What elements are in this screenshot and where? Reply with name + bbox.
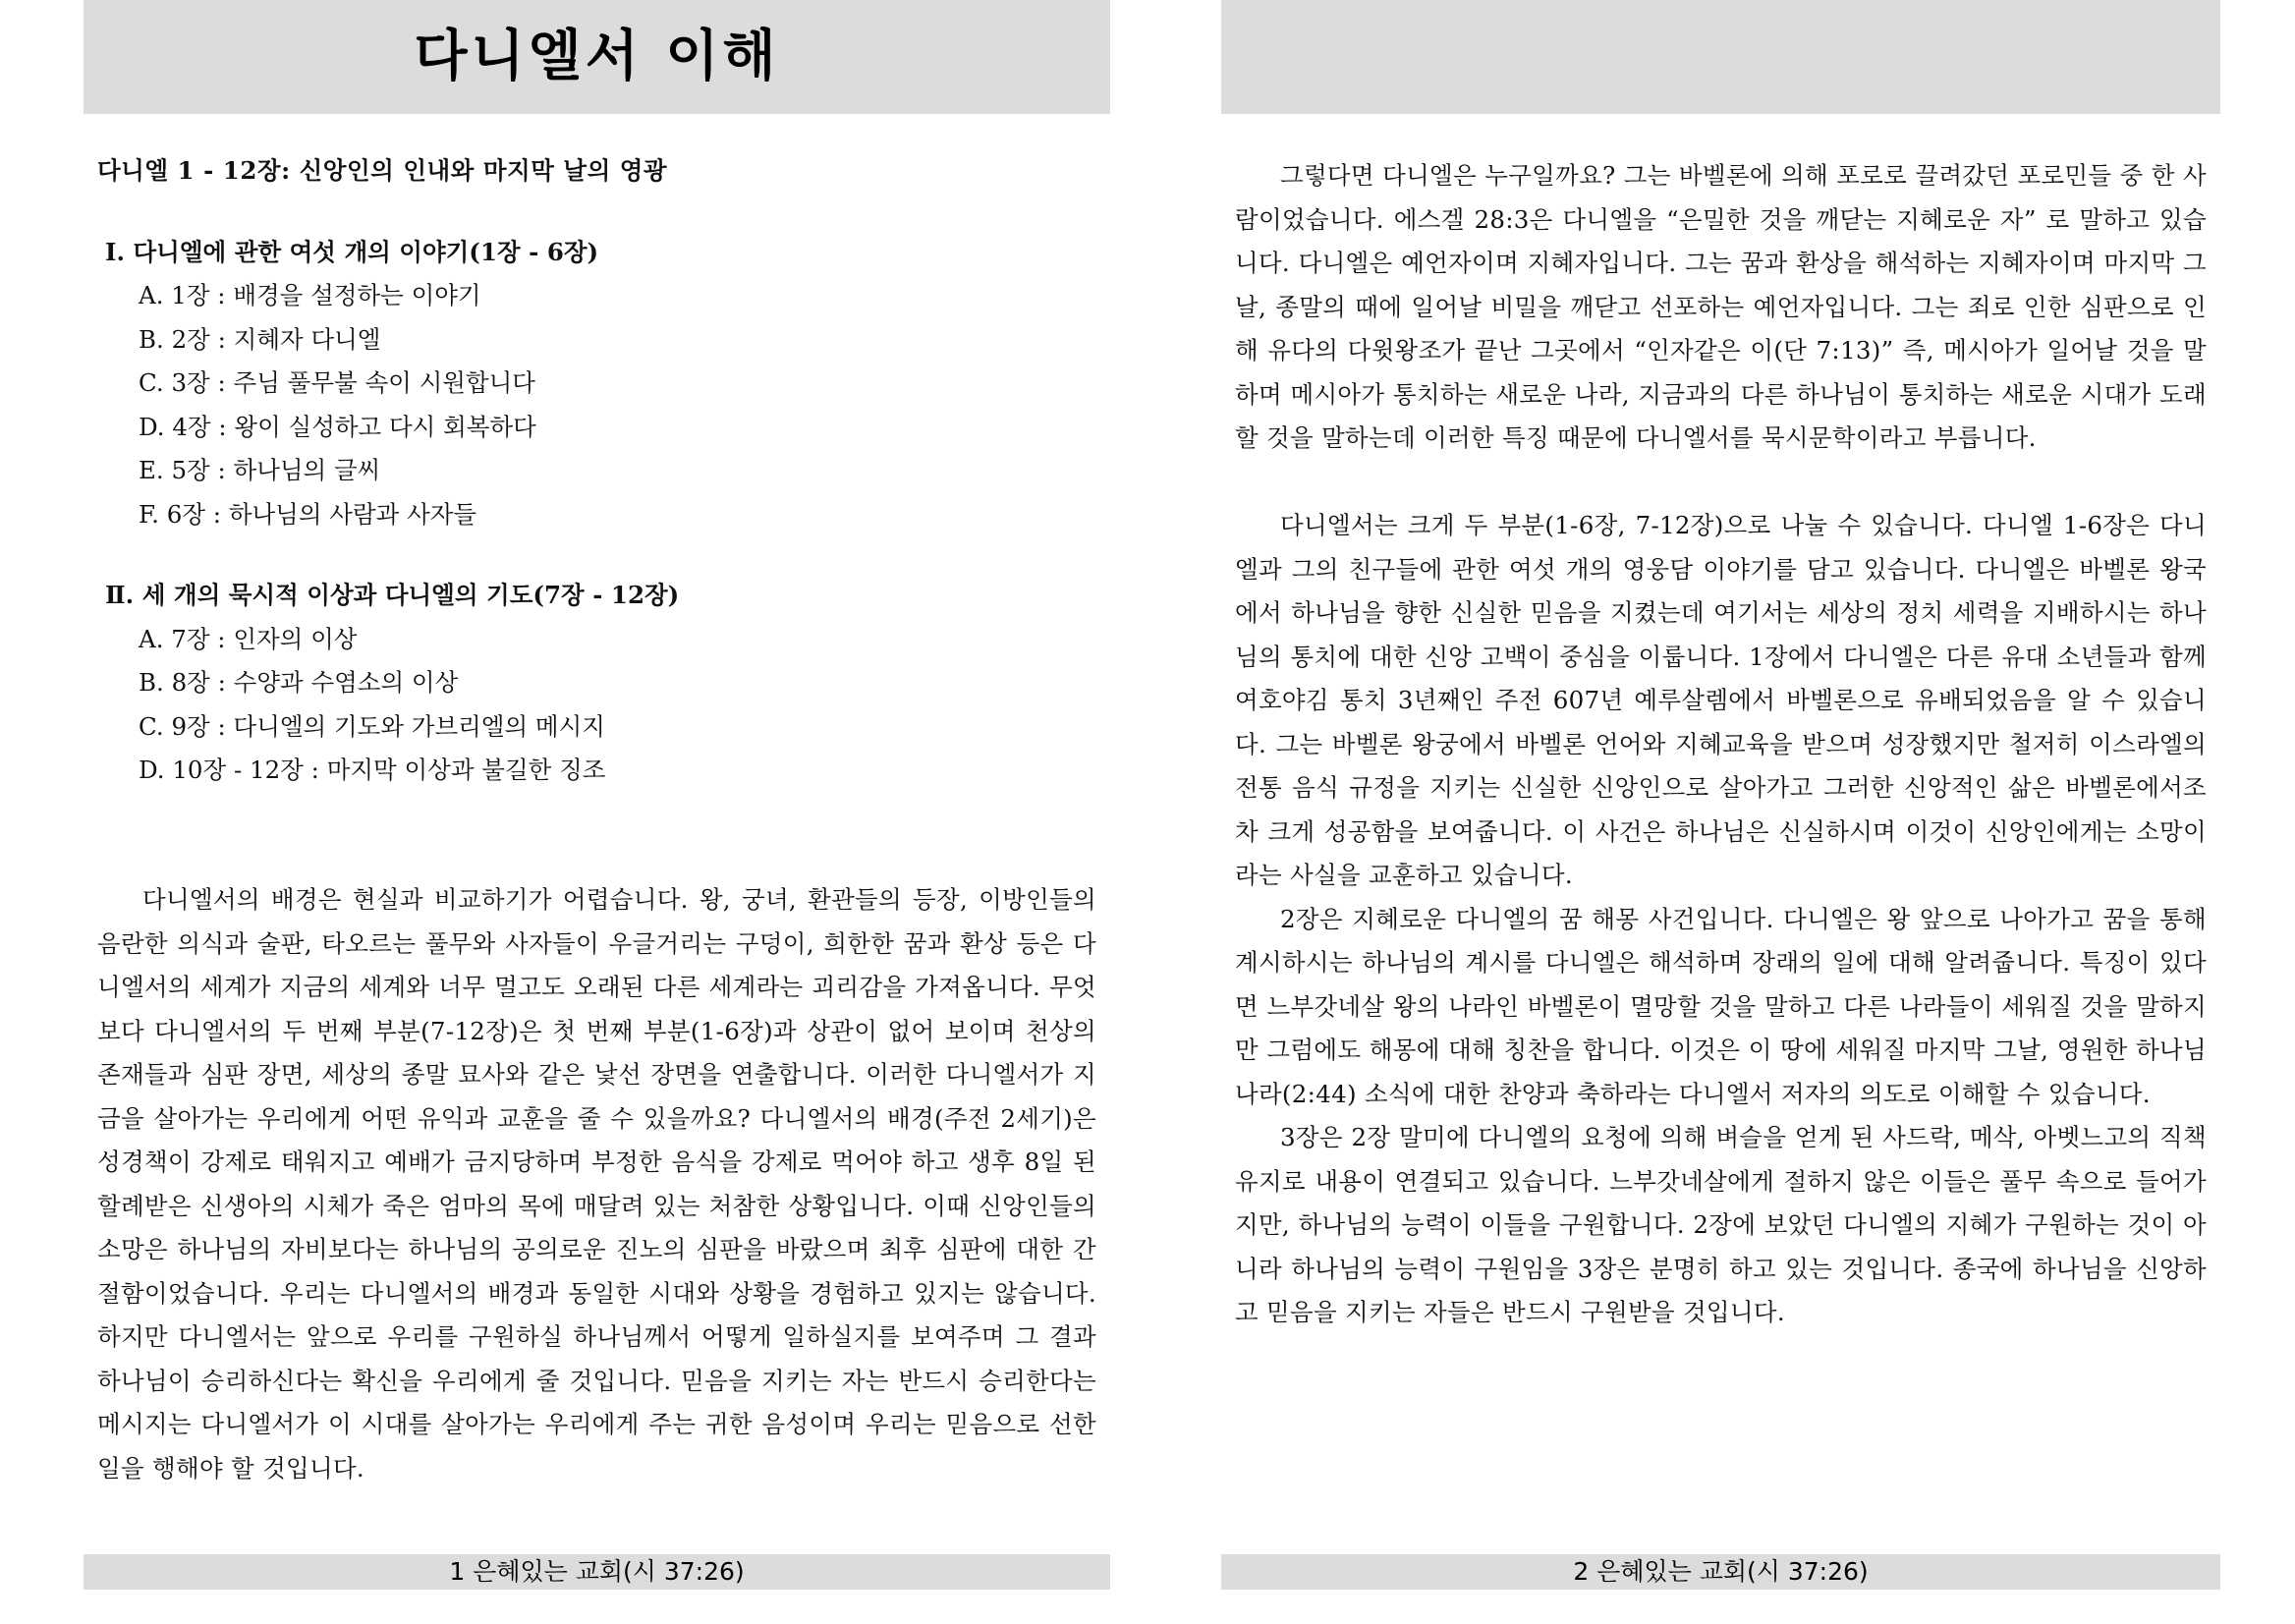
outline-item: A. 7장 : 인자의 이상 — [139, 624, 358, 653]
outline-item: F. 6장 : 하나님의 사람과 사자들 — [139, 499, 477, 529]
body-paragraph: 다니엘서의 배경은 현실과 비교하기가 어렵습니다. 왕, 궁녀, 환관들의 등장, 이방인들의 음란한 의식과 술판, 타오르는 풀무와 사자들이 우글거리는 구덩이, 희한한 꿈과 환상 등은 다니엘서의 세계가 지금의 세계와 너무 멀고도 오래된 다른 세계라는 괴리감을 가져옵니다. 무엇보다 다니엘서의 두 번째 부분(7-12장)은 첫 번째 부분(1-6장)과 상관이 없어 보이며 천상의 존재들과 심판 장면, 세상의 종말 묘사와 같은 낯선 장면을 연출합니다. 이러한 다니엘서가 지금을 살아가는 우리에게 어떤 유익과 교훈을 줄 수 있을까요? 다니엘서의 배경(주전 2세기)은 성경책이 강제로 태워지고 예배가 금지당하며 부정한 음식을 강제로 먹어야 하고 생후 8일 된 할례받은 신생아의 시체가 죽은 엄마의 목에 매달려 있는 처참한 상황입니다. 이때 신앙인들의 소망은 하나님의 자비보다는 하나님의 공의로운 진노의 심판을 바랐으며 최후 심판에 대한 간절함이었습니다. 우리는 다니엘서의 배경과 동일한 시대와 상황을 경험하고 있지는 않습니다. 하지만 다니엘서는 앞으로 우리를 구원하실 하나님께서 어떻게 일하실지를 보여주며 그 결과 하나님이 승리하신다는 확신을 우리에게 줄 것입니다. 믿음을 지키는 자는 반드시 승리한다는 메시지는 다니엘서가 이 시대를 살아가는 우리에게 주는 귀한 음성이며 우리는 믿음으로 선한 일을 행해야 할 것입니다. — [97, 885, 1096, 1483]
outline-block — [97, 149, 1096, 793]
outline-section-1 — [97, 231, 1096, 537]
document-subtitle: 다니엘 1 - 12장: 신앙인의 인내와 마지막 날의 영광 — [97, 156, 668, 185]
right-header-band — [1221, 0, 2220, 114]
outline-item: A. 1장 : 배경을 설정하는 이야기 — [139, 281, 481, 309]
outline-item: E. 5장 : 하나님의 글씨 — [139, 456, 381, 484]
outline-section-2 — [97, 574, 1096, 793]
body-paragraph: 그렇다면 다니엘은 누구일까요? 그는 바벨론에 의해 포로로 끌려갔던 포로민들 중 한 사람이었습니다. 에스겔 28:3은 다니엘을 “은밀한 것을 깨닫는 지혜로운 자” 로 말하고 있습니다. 다니엘은 예언자이며 지혜자입니다. 그는 꿈과 환상을 해석하는 지혜자이며 마지막 그날, 종말의 때에 일어날 비밀을 깨닫고 선포하는 예언자입니다. 그는 죄로 인한 심판으로 인해 유다의 다윗왕조가 끝난 그곳에서 “인자같은 이(단 7:13)” 즉, 메시아가 일어날 것을 말하며 메시아가 통치하는 새로운 나라, 지금과의 다른 하나님이 통치하는 새로운 시대가 도래할 것을 말하는데 이러한 특징 때문에 다니엘서를 묵시문학이라고 부릅니다. — [1235, 161, 2207, 452]
body-paragraph: 2장은 지혜로운 다니엘의 꿈 해몽 사건입니다. 다니엘은 왕 앞으로 나아가고 꿈을 통해 계시하시는 하나님의 계시를 다니엘은 해석하며 장래의 일에 대해 알려줍니다. 특징이 있다면 느부갓네살 왕의 나라인 바벨론이 멸망할 것을 말하고 다른 나라들이 세워질 것을 말하지만 그럼에도 해몽에 대해 칭찬을 합니다. 이것은 이 땅에 세워질 마지막 그날, 영원한 하나님 나라(2:44) 소식에 대한 찬양과 축하라는 다니엘서 저자의 의도로 이해할 수 있습니다. — [1235, 904, 2207, 1108]
outline-list — [97, 618, 1096, 793]
intro-body — [97, 878, 1096, 1490]
outline-list — [97, 274, 1096, 536]
left-page — [84, 0, 1110, 1624]
section-heading: Ⅰ. 다니엘에 관한 여섯 개의 이야기(1장 - 6장) — [105, 237, 599, 266]
paragraph-gap — [1235, 461, 2207, 505]
outline-item: B. 2장 : 지혜자 다니엘 — [139, 324, 381, 354]
document-title: 다니엘서 이해 — [414, 25, 780, 88]
outline-item: C. 3장 : 주님 풀무불 속이 시원합니다 — [139, 368, 535, 397]
section-heading: Ⅱ. 세 개의 묵시적 이상과 다니엘의 기도(7장 - 12장) — [105, 581, 680, 609]
right-page — [1221, 0, 2220, 1624]
outline-item: B. 8장 : 수양과 수염소의 이상 — [139, 668, 459, 697]
page-footer: 2 은혜있는 교회(시 37:26) — [1221, 1554, 2220, 1590]
outline-item: D. 10장 - 12장 : 마지막 이상과 불길한 징조 — [139, 756, 606, 784]
right-body — [1235, 154, 2207, 1335]
outline-item: D. 4장 : 왕이 실성하고 다시 회복하다 — [139, 412, 536, 441]
body-paragraph: 3장은 2장 말미에 다니엘의 요청에 의해 벼슬을 얻게 된 사드락, 메삭, 아벳느고의 직책 유지로 내용이 연결되고 있습니다. 느부갓네살에게 절하지 않은 이들은 풀무 속으로 들어가지만, 하나님의 능력이 이들을 구원합니다. 2장에 보았던 다니엘의 지혜가 구원하는 것이 아니라 하나님의 능력이 구원임을 3장은 분명히 하고 있는 것입니다. 종국에 하나님을 신앙하고 믿음을 지키는 자들은 반드시 구원받을 것입니다. — [1235, 1123, 2207, 1326]
page-footer: 1 은혜있는 교회(시 37:26) — [84, 1554, 1110, 1590]
outline-item: C. 9장 : 다니엘의 기도와 가브리엘의 메시지 — [139, 711, 605, 741]
body-paragraph: 다니엘서는 크게 두 부분(1-6장, 7-12장)으로 나눌 수 있습니다. 다니엘 1-6장은 다니엘과 그의 친구들에 관한 여섯 개의 영웅담 이야기를 담고 있습니다. 다니엘은 바벨론 왕국에서 하나님을 향한 신실한 믿음을 지켰는데 여기서는 세상의 정치 세력을 지배하시는 하나님의 통치에 대한 신앙 고백이 중심을 이룹니다. 1장에서 다니엘은 다른 유대 소년들과 함께 여호야김 통치 3년째인 주전 607년 예루살렘에서 바벨론으로 유배되었음을 알 수 있습니다. 그는 바벨론 왕궁에서 바벨론 언어와 지혜교육을 받으며 성장했지만 철저히 이스라엘의 전통 음식 규정을 지키는 신실한 신앙인으로 살아가고 그러한 신앙적인 삶은 바벨론에서조차 크게 성공함을 보여줍니다. 이 사건은 하나님은 신실하시며 이것이 신앙인에게는 소망이라는 사실을 교훈하고 있습니다. — [1235, 511, 2207, 889]
